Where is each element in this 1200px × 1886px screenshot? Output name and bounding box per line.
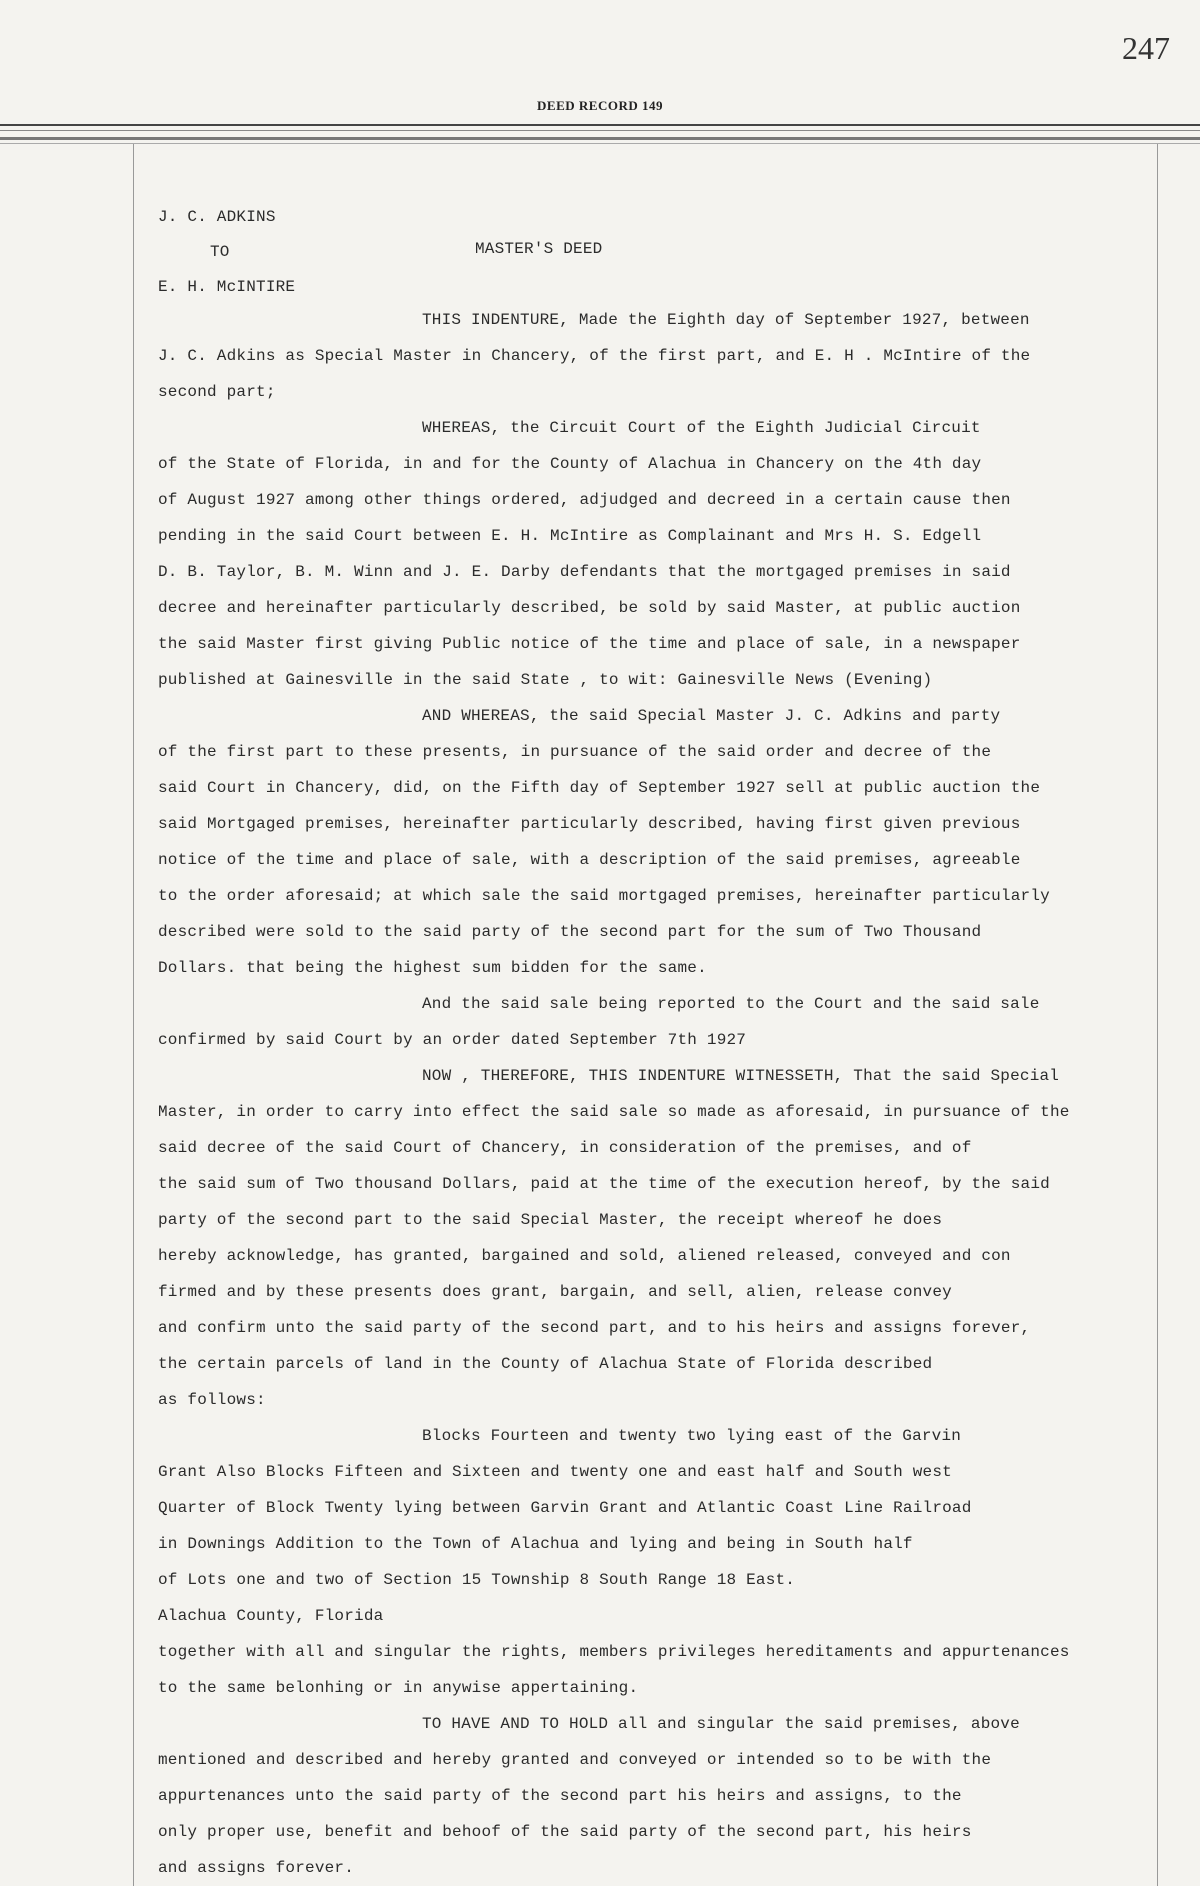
deed-text-line: appurtenances unto the said party of the second part his heirs and assigns, to the bbox=[158, 1787, 962, 1805]
deed-text-line: of the first part to these presents, in pursuance of the said order and decree of the bbox=[158, 743, 992, 761]
deed-text-line: Master, in order to carry into effect the said sale so made as aforesaid, in pursuance of the bbox=[158, 1103, 1070, 1121]
deed-text-line: together with all and singular the rights, members privileges hereditaments and appurtenances bbox=[158, 1643, 1070, 1661]
header-rule-2 bbox=[0, 130, 1200, 131]
deed-text-line: TO HAVE AND TO HOLD all and singular the said premises, above bbox=[422, 1715, 1020, 1733]
deed-text-line: second part; bbox=[158, 383, 276, 401]
deed-text-line: said Court in Chancery, did, on the Fifth day of September 1927 sell at public auction the bbox=[158, 779, 1041, 797]
deed-text-line: to the same belonhing or in anywise appertaining. bbox=[158, 1679, 639, 1697]
deed-text-line: of the State of Florida, in and for the County of Alachua in Chancery on the 4th day bbox=[158, 455, 982, 473]
deed-text-line: notice of the time and place of sale, with a description of the said premises, agreeable bbox=[158, 851, 1021, 869]
deed-text-line: only proper use, benefit and behoof of the said party of the second part, his heirs bbox=[158, 1823, 972, 1841]
deed-text-line: described were sold to the said party of the second part for the sum of Two Thousand bbox=[158, 923, 982, 941]
deed-text-line: firmed and by these presents does grant, bargain, and sell, alien, release convey bbox=[158, 1283, 952, 1301]
grantor-name: J. C. ADKINS bbox=[158, 208, 276, 226]
deed-text-line: AND WHEREAS, the said Special Master J. C. Adkins and party bbox=[422, 707, 1001, 725]
right-margin-line bbox=[1157, 144, 1158, 1886]
header-rule-3 bbox=[0, 137, 1200, 140]
deed-text-line: party of the second part to the said Special Master, the receipt whereof he does bbox=[158, 1211, 943, 1229]
deed-text-line: and assigns forever. bbox=[158, 1859, 355, 1877]
deed-title: MASTER'S DEED bbox=[475, 240, 603, 258]
deed-text-line: the certain parcels of land in the County of Alachua State of Florida described bbox=[158, 1355, 933, 1373]
deed-text-line: published at Gainesville in the said State , to wit: Gainesville News (Evening) bbox=[158, 671, 933, 689]
deed-text-line: as follows: bbox=[158, 1391, 266, 1409]
deed-text-line: the said sum of Two thousand Dollars, paid at the time of the execution hereof, by the said bbox=[158, 1175, 1050, 1193]
header-rule-4 bbox=[0, 143, 1200, 144]
deed-text-line: Grant Also Blocks Fifteen and Sixteen and twenty one and east half and South west bbox=[158, 1463, 952, 1481]
page-number: 247 bbox=[1122, 30, 1170, 66]
deed-text-line: mentioned and described and hereby granted and conveyed or intended so to be with the bbox=[158, 1751, 992, 1769]
deed-text-line: pending in the said Court between E. H. McIntire as Complainant and Mrs H. S. Edgell bbox=[158, 527, 982, 545]
grantee-name: E. H. McINTIRE bbox=[158, 278, 296, 296]
deed-record-header: DEED RECORD 149 bbox=[537, 98, 663, 113]
deed-text-line: decree and hereinafter particularly described, be sold by said Master, at public auction bbox=[158, 599, 1021, 617]
deed-text-line: of August 1927 among other things ordered, adjudged and decreed in a certain cause then bbox=[158, 491, 1011, 509]
deed-text-line: Dollars. that being the highest sum bidden for the same. bbox=[158, 959, 707, 977]
deed-text-line: J. C. Adkins as Special Master in Chancery, of the first part, and E. H . McIntire of the bbox=[158, 347, 1031, 365]
deed-text-line: WHEREAS, the Circuit Court of the Eighth Judicial Circuit bbox=[422, 419, 981, 437]
deed-text-line: THIS INDENTURE, Made the Eighth day of September 1927, between bbox=[422, 311, 1030, 329]
deed-text-line: NOW , THEREFORE, THIS INDENTURE WITNESSETH, That the said Special bbox=[422, 1067, 1060, 1085]
header-rule-top bbox=[0, 124, 1200, 126]
left-margin-line bbox=[133, 144, 134, 1886]
deed-text-line: said decree of the said Court of Chancery, in consideration of the premises, and of bbox=[158, 1139, 972, 1157]
deed-text-line: hereby acknowledge, has granted, bargained and sold, aliened released, conveyed and con bbox=[158, 1247, 1011, 1265]
deed-text-line: to the order aforesaid; at which sale the said mortgaged premises, hereinafter particularly bbox=[158, 887, 1050, 905]
deed-text-line: of Lots one and two of Section 15 Township 8 South Range 18 East. bbox=[158, 1571, 796, 1589]
deed-text-line: And the said sale being reported to the Court and the said sale bbox=[422, 995, 1040, 1013]
deed-text-line: said Mortgaged premises, hereinafter particularly described, having first given previous bbox=[158, 815, 1021, 833]
deed-text-line: Blocks Fourteen and twenty two lying east of the Garvin bbox=[422, 1427, 962, 1445]
deed-text-line: the said Master first giving Public notice of the time and place of sale, in a newspaper bbox=[158, 635, 1021, 653]
deed-text-line: D. B. Taylor, B. M. Winn and J. E. Darby defendants that the mortgaged premises in said bbox=[158, 563, 1011, 581]
to-label: TO bbox=[210, 243, 230, 261]
deed-text-line: Alachua County, Florida bbox=[158, 1607, 384, 1625]
deed-text-line: Quarter of Block Twenty lying between Garvin Grant and Atlantic Coast Line Railroad bbox=[158, 1499, 972, 1517]
deed-text-line: in Downings Addition to the Town of Alachua and lying and being in South half bbox=[158, 1535, 913, 1553]
deed-text-line: and confirm unto the said party of the second part, and to his heirs and assigns forever, bbox=[158, 1319, 1031, 1337]
deed-text-line: confirmed by said Court by an order dated September 7th 1927 bbox=[158, 1031, 747, 1049]
